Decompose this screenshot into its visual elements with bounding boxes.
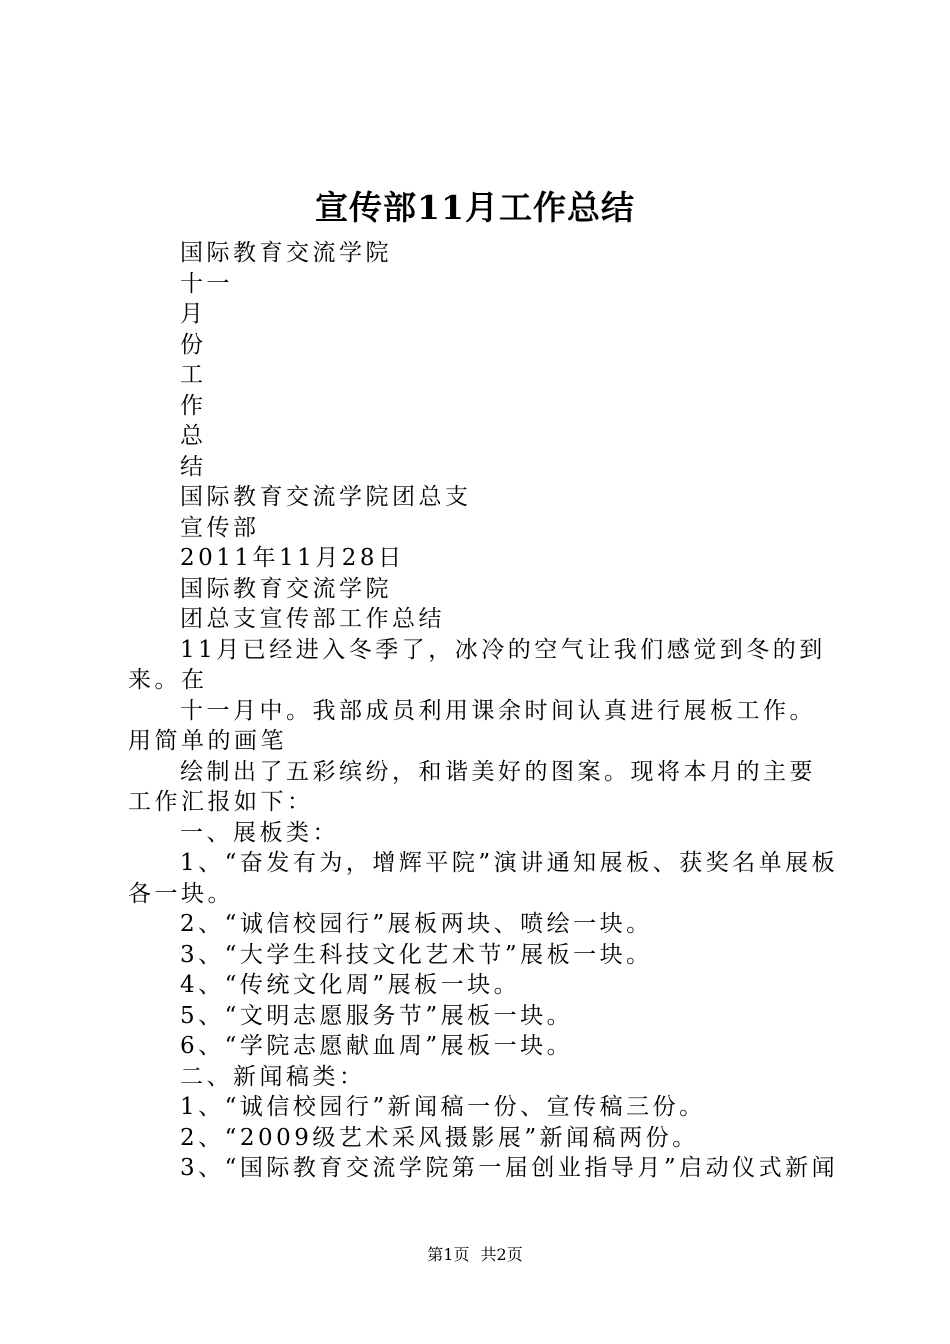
list-item: 6、“学院志愿献血周”展板一块。 [180, 1033, 574, 1059]
list-item: 3、“国际教育交流学院第一届创业指导月”启动仪式新闻 [180, 1155, 839, 1181]
paragraph: 国际教育交流学院 [180, 240, 392, 266]
list-item: 2、“2009级艺术采风摄影展”新闻稿两份。 [180, 1124, 699, 1151]
paragraph: 月 [180, 301, 207, 327]
paragraph: 2011年11月28日 [180, 545, 405, 571]
paragraph: 十一 [180, 270, 233, 297]
paragraph: 作 [180, 392, 207, 419]
paragraph: 工 [180, 362, 207, 388]
list-item: 1、“奋发有为，增辉平院”演讲通知展板、获奖名单展板各一块。 [128, 850, 839, 907]
list-item: 5、“文明志愿服务节”展板一块。 [180, 1002, 574, 1029]
paragraph: 份 [180, 331, 207, 358]
section-heading: 一、展板类： [180, 819, 339, 846]
paragraph: 国际教育交流学院 [180, 575, 392, 602]
paragraph: 绘制出了五彩缤纷，和谐美好的图案。现将本月的主要工作汇报如下： [128, 758, 816, 815]
list-item: 3、“大学生科技文化艺术节”展板一块。 [180, 941, 653, 968]
paragraph: 国际教育交流学院团总支 [180, 484, 472, 510]
list-item: 2、“诚信校园行”展板两块、喷绘一块。 [180, 911, 653, 937]
document-body [128, 238, 840, 1184]
page-number: 第1页 [427, 1245, 470, 1264]
page-total: 共2页 [480, 1245, 523, 1264]
paragraph: 宣传部 [180, 514, 260, 541]
paragraph: 团总支宣传部工作总结 [180, 606, 445, 632]
section-heading: 二、新闻稿类： [180, 1063, 366, 1090]
paragraph: 结 [180, 453, 207, 480]
document-title: 宣传部11月工作总结 [315, 188, 635, 227]
list-item: 1、“诚信校园行”新闻稿一份、宣传稿三份。 [180, 1094, 706, 1120]
list-item: 4、“传统文化周”展板一块。 [180, 972, 521, 998]
paragraph: 十一月中。我部成员利用课余时间认真进行展板工作。用简单的画笔 [128, 697, 816, 754]
page-footer [0, 1244, 950, 1266]
paragraph: 总 [180, 423, 207, 449]
paragraph: 11月已经进入冬季了，冰冷的空气让我们感觉到冬的到来。在 [128, 636, 826, 693]
